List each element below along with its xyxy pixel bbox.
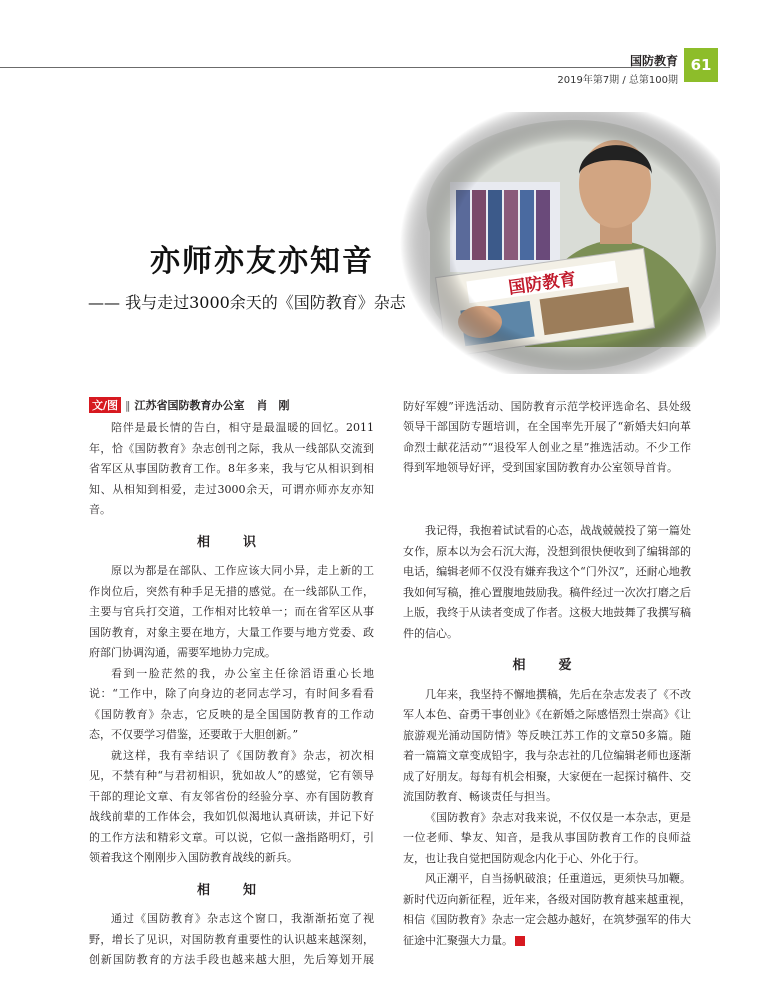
section-heading-3: 相 爱 [512,658,582,673]
body-paragraph: 几年来，我坚持不懈地撰稿，先后在杂志发表了《不改军人本色、奋勇干事创业》《在新婚之际感悟烈士崇高》《让旅游观光涌动国防情》等反映江苏工作的文章50多篇。随着一篇篇文章变成铅字，我与杂志社的几位编辑老师也逐渐成了好朋友。每每有机会相聚，大家便在一起探讨稿件、交流国防教育、畅谈责任与担当。 [403,687,691,803]
body-paragraph: 就这样，我有幸结识了《国防教育》杂志，初次相见，不禁有种“与君初相识，犹如故人”的感觉，它有领导干部的理论文章、有友邻省份的经验分享、亦有国防教育战线前辈的工作体会，我如饥似渴地认真研读，并记下好的工作方法和精彩文章。可以说，它似一盏指路明灯，引领着我这个刚刚步入国防教育战线的新兵。 [89,748,374,864]
left-column [89,418,374,971]
body-paragraph: 我记得，我抱着试试看的心态，战战兢兢投了第一篇处女作，原本以为会石沉大海，没想到很快便收到了编辑部的电话，编辑老师不仅没有嫌弃我这个“门外汉”，还耐心地教我如何写稿，推心置腹地鼓励我。稿件经过一次次打磨之后上版，我终于从读者变成了作者。这极大地鼓舞了我撰写稿件的信心。 [403,524,691,640]
header-rule [0,67,670,68]
continued-text: 防好军嫂”评选活动、国防教育示范学校评选命名、县处级领导干部国防专题培训，在全国率先开展了“新婚夫妇向革命烈士献花活动”“退役军人创业之星”推选活动。不少工作得到军地领导好评，受到国家国防教育办公室领导首肯。 [403,399,691,474]
byline-separator: ‖ [125,398,131,412]
closing-text: 风正潮平，自当扬帆破浪；任重道远，更须快马加鞭。新时代迈向新征程，近年来，各级对国防教育越来越重视，相信《国防教育》杂志一定会越办越好，在筑梦强军的伟大征途中汇聚强大力量。 [403,872,691,947]
article-subtitle: —— 我与走过3000余天的《国防教育》杂志 [88,293,406,312]
body-paragraph: 原以为都是在部队、工作应该大同小异，走上新的工作岗位后，突然有种手足无措的感觉。在一线部队工作，主要与官兵打交道，工作相对比较单一；而在省军区从事国防教育，对象主要在地方，大量工作要与地方党委、政府部门协调沟通，需要军地协力完成。 [89,564,374,659]
right-column [403,397,691,951]
article-title: 亦师亦友亦知音 [150,244,374,279]
body-paragraph: 看到一脸茫然的我，办公室主任徐滔语重心长地说：“工作中，除了向身边的老同志学习，有时间多看看《国防教育》杂志，它反映的是全国国防教育的工作动态，不仅要学习借鉴，还要敢于大胆创新。” [89,666,374,741]
byline-org: 江苏省国防教育办公室 [134,399,245,412]
magazine-name: 国防教育 [629,54,678,68]
continued-paragraph [403,397,691,521]
end-mark-icon: G [515,936,525,946]
byline [89,397,290,413]
page-number: 61 [684,48,718,82]
body-paragraph: 通过《国防教育》杂志这个窗口，我渐渐拓宽了视野，增长了见识，对国防教育重要性的认识越来越深刻，创新国防教育的方法手段也越来越大胆，先后筹划开展 [89,912,374,966]
body-paragraph: 《国防教育》杂志对我来说，不仅仅是一本杂志，更是一位老师、挚友、知音，是我从事国防教育工作的良师益友，也让我自觉把国防观念内化于心、外化于行。 [403,810,691,865]
section-heading-2: 相 知 [196,882,266,898]
body-paragraph [403,869,691,951]
byline-author: 肖 刚 [256,399,290,412]
issue-info: 2019年第7期 / 总第100期 [557,75,678,86]
byline-tag: 文/图 [89,397,121,413]
author-photo [400,112,720,374]
section-heading-1: 相 识 [196,534,266,550]
intro-paragraph: 陪伴是最长情的告白，相守是最温暖的回忆。2011年，恰《国防教育》杂志创刊之际，我从一线部队交流到省军区从事国防教育工作。8年多来，我与它从相识到相知、从相知到相爱，走过3000余天，可谓亦师亦友亦知音。 [89,421,374,516]
